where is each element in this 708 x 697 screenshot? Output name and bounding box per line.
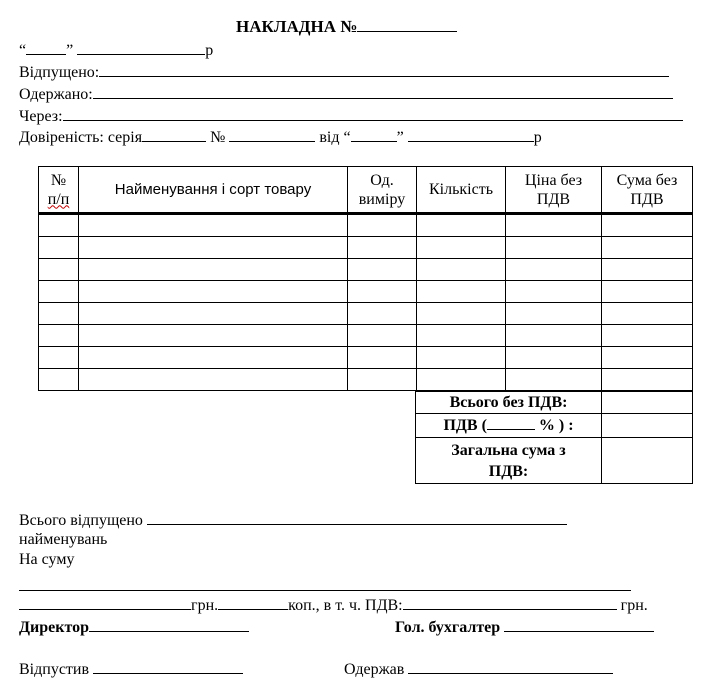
vat-value[interactable]: [602, 414, 693, 438]
cell[interactable]: [39, 347, 79, 369]
cell[interactable]: [417, 214, 506, 237]
released-total-line: [19, 510, 567, 530]
cell[interactable]: [506, 347, 602, 369]
released-by-signature-field[interactable]: [93, 659, 243, 674]
table-row: [39, 281, 693, 303]
vat-percent-field[interactable]: [487, 415, 535, 430]
cell[interactable]: [79, 214, 348, 237]
sum-words-field[interactable]: [19, 576, 631, 591]
uah-label-end: грн.: [620, 597, 648, 614]
header-name: [79, 167, 348, 214]
kop-amount-field[interactable]: [218, 595, 288, 610]
released-by-label: Відпустив: [19, 661, 90, 678]
proxy-series-label: Довіреність: серія: [19, 129, 143, 146]
grand-total-label-cell: [416, 438, 602, 484]
cell[interactable]: [417, 259, 506, 281]
cell[interactable]: [506, 237, 602, 259]
cell[interactable]: [79, 303, 348, 325]
proxy-day-field[interactable]: [351, 127, 397, 142]
director-label: Директор: [19, 619, 89, 636]
goods-table: [38, 166, 693, 391]
total-no-vat-label-cell: [416, 392, 602, 414]
released-total-label: Всього відпущено: [19, 512, 143, 529]
chief-accountant-label: Гол. бухгалтер: [395, 619, 501, 636]
header-sum-bottom: ПДВ: [630, 190, 664, 208]
received-label: Одержано:: [19, 86, 93, 103]
invoice-number-field[interactable]: [357, 17, 457, 32]
date-month-year-field[interactable]: [77, 40, 205, 55]
cell[interactable]: [506, 325, 602, 347]
header-sum: [602, 167, 693, 214]
cell[interactable]: [417, 281, 506, 303]
cell[interactable]: [602, 281, 693, 303]
cell[interactable]: [506, 369, 602, 391]
cell[interactable]: [39, 325, 79, 347]
received-by-line: [344, 659, 613, 679]
total-no-vat-value[interactable]: [602, 392, 693, 414]
cell[interactable]: [602, 347, 693, 369]
cell[interactable]: [602, 214, 693, 237]
grand-total-label-line1: Загальна сума з: [451, 441, 566, 459]
vat-label-cell: [416, 414, 602, 438]
proxy-month-year-field[interactable]: [408, 127, 534, 142]
header-unit-bottom: виміру: [358, 190, 406, 208]
proxy-quote-close: ”: [396, 129, 404, 146]
header-number: [39, 167, 79, 214]
cell[interactable]: [506, 281, 602, 303]
cell[interactable]: [79, 237, 348, 259]
header-quantity-text: Кількість: [428, 181, 493, 198]
date-close-quote: ”: [66, 42, 74, 59]
date-open-quote: “: [19, 42, 27, 59]
cell[interactable]: [348, 325, 417, 347]
header-unit: [348, 167, 417, 214]
header-unit-top: Од.: [370, 171, 394, 189]
table-row: [39, 325, 693, 347]
date-suffix: р: [205, 42, 214, 59]
cell[interactable]: [79, 347, 348, 369]
cell[interactable]: [39, 214, 79, 237]
header-number-top: №: [50, 171, 67, 189]
cell[interactable]: [602, 303, 693, 325]
cell[interactable]: [348, 281, 417, 303]
cell[interactable]: [506, 303, 602, 325]
cell[interactable]: [348, 237, 417, 259]
cell[interactable]: [417, 237, 506, 259]
cell[interactable]: [39, 369, 79, 391]
table-row: [39, 303, 693, 325]
table-row: [39, 214, 693, 237]
sum-label: На суму: [19, 551, 75, 568]
cell[interactable]: [79, 325, 348, 347]
via-field[interactable]: [63, 106, 683, 121]
totals-table: [415, 391, 693, 484]
received-by-signature-field[interactable]: [408, 659, 613, 674]
released-by-line: [19, 659, 243, 679]
cell[interactable]: [348, 347, 417, 369]
proxy-number-label: №: [210, 129, 226, 146]
vat-suffix: % ) :: [538, 417, 574, 434]
table-row: [39, 369, 693, 391]
kop-label: коп., в т. ч. ПДВ:: [288, 597, 403, 614]
released-total-field[interactable]: [147, 510, 567, 525]
released-label: Відпущено:: [19, 64, 100, 81]
grand-total-value[interactable]: [602, 438, 693, 484]
cell[interactable]: [417, 325, 506, 347]
via-label: Через:: [19, 108, 63, 125]
sum-amount-line: [19, 595, 648, 615]
cell[interactable]: [39, 259, 79, 281]
cell[interactable]: [348, 303, 417, 325]
header-price-top: Ціна без: [524, 171, 583, 189]
vat-amount-field[interactable]: [403, 595, 617, 610]
cell[interactable]: [348, 214, 417, 237]
director-signature-field[interactable]: [89, 617, 249, 632]
proxy-series-field[interactable]: [142, 127, 206, 142]
table-row: [39, 347, 693, 369]
received-field[interactable]: [93, 84, 673, 99]
cell[interactable]: [79, 369, 348, 391]
document-title: [236, 17, 457, 36]
received-line: [19, 84, 673, 104]
cell[interactable]: [39, 237, 79, 259]
chief-accountant-line: [395, 617, 654, 637]
released-field[interactable]: [99, 62, 669, 77]
table-row: [39, 259, 693, 281]
date-day-field[interactable]: [26, 40, 66, 55]
uah-amount-field[interactable]: [19, 595, 191, 610]
header-sum-top: Сума без: [616, 171, 678, 189]
cell[interactable]: [79, 259, 348, 281]
proxy-number-field[interactable]: [229, 127, 315, 142]
cell[interactable]: [506, 214, 602, 237]
total-no-vat-label: Всього без ПДВ:: [449, 394, 568, 411]
cell[interactable]: [348, 369, 417, 391]
via-line: [19, 106, 683, 126]
items-label: найменувань: [19, 531, 108, 548]
header-name-text: Найменування і сорт товару: [114, 181, 312, 198]
proxy-line: [19, 127, 542, 147]
cell[interactable]: [79, 281, 348, 303]
header-price: [506, 167, 602, 214]
proxy-suffix: р: [533, 129, 542, 146]
proxy-from-label: від “: [319, 129, 351, 146]
cell[interactable]: [417, 303, 506, 325]
uah-label: грн.: [191, 597, 219, 614]
title-text: НАКЛАДНА №: [236, 17, 358, 36]
header-quantity: [417, 167, 506, 214]
cell[interactable]: [39, 303, 79, 325]
date-line: [19, 40, 213, 60]
vat-prefix: ПДВ (: [443, 417, 487, 434]
received-by-label: Одержав: [344, 661, 405, 678]
cell[interactable]: [348, 259, 417, 281]
cell[interactable]: [602, 259, 693, 281]
chief-accountant-signature-field[interactable]: [504, 617, 654, 632]
released-line: [19, 62, 669, 82]
header-number-bottom: п/п: [47, 190, 70, 208]
cell[interactable]: [506, 259, 602, 281]
header-price-bottom: ПДВ: [536, 190, 571, 208]
cell[interactable]: [417, 347, 506, 369]
cell[interactable]: [602, 237, 693, 259]
cell[interactable]: [39, 281, 79, 303]
director-line: [19, 617, 249, 637]
cell[interactable]: [602, 325, 693, 347]
cell[interactable]: [417, 369, 506, 391]
cell[interactable]: [602, 369, 693, 391]
table-row: [39, 237, 693, 259]
grand-total-label-line2: ПДВ:: [488, 462, 529, 480]
